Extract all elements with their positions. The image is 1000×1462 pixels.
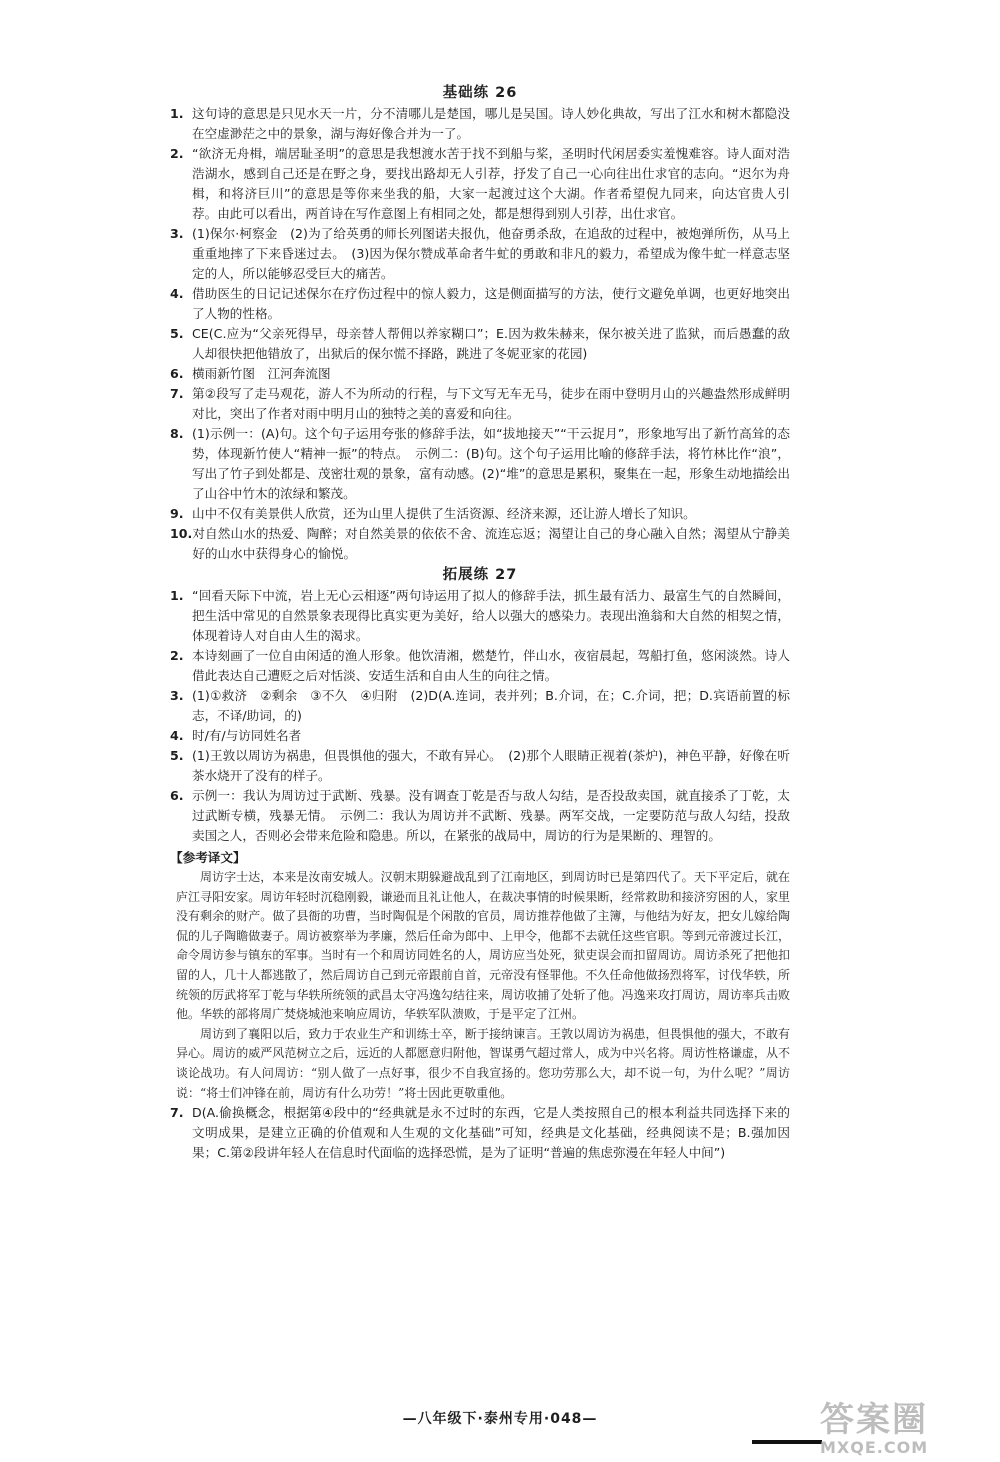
page-footer: —八年级下·泰州专用·048— <box>402 1411 598 1427</box>
section-title: 基础练 26 <box>442 85 518 101</box>
reference-paragraph: 周访字士达，本来是汝南安城人。汉朝末期躲避战乱到了江南地区，到周访时已是第四代了。天下平定后，就在庐江寻阳安家。周访年轻时沉稳刚毅，谦逊而且礼让他人，在裁决事情的时候果断，经常救助和接济穷困的人，家里没有剩余的财产。做了县衙的功曹，当时陶侃是个闲散的官员，周访推荐他做了主簿，与他结为好友，把女儿嫁给陶侃的儿子陶瞻做妻子。周访被察举为孝廉，然后任命为郎中、上甲令，他都不去就任这些官职。等到元帝渡过长江，命令周访参与镇东的军事。当时有一个和周访同姓名的人，周访应当处死，狱吏误会而扣留周访。周访杀死了把他扣留的人，几十人都逃散了，然后周访自己到元帝跟前自首，元帝没有怪罪他。不久任命他做扬烈将军，讨伐华轶，所统领的厉武将军丁乾与华轶所统领的武昌太守冯逸勾结往来，周访收捕了处斩了他。冯逸来攻打周访，周访率兵击败他。华轶的部将周广焚烧城池来响应周访，华轶军队溃败，于是平定了江州。 <box>176 870 790 1022</box>
list-item: 4. 时/有/与访同姓名者 <box>170 728 302 743</box>
list-item: 2. “欲济无舟楫，端居耻圣明”的意思是我想渡水苦于找不到船与桨，圣明时代闲居委实羞愧难容。诗人面对浩浩湖水，感到自己还是在野之身，要找出路却无人引荐，抒发了自己一心向往出仕求官的志向。“迟尔为舟楫，和将济巨川”的意思是等你来坐我的船，大家一起渡过这个大湖。作者希望倪九同来，向达官贵人引荐。由此可以看出，两首诗在写作意图上有相同之处，都是想得到别人引荐，出仕求官。 <box>170 146 790 221</box>
section-jichulian-26 <box>170 82 790 564</box>
list-item: 7. D(A.偷换概念，根据第④段中的“经典就是永不过时的东西，它是人类按照自己的根本利益共同选择下来的文明成果，是建立正确的价值观和人生观的文化基础”可知，经典是文化基础，经典阅读不是；B.强加因果；C.第②段讲年轻人在信息时代面临的选择恐慌，是为了证明“普遍的焦虑弥漫在年轻人中间”) <box>170 1105 790 1161</box>
list-item: 4. 借助医生的日记记述保尔在疗伤过程中的惊人毅力，这是侧面描写的方法，使行文避免单调，也更好地突出了人物的性格。 <box>170 286 790 321</box>
list-item: 7. 第②段写了走马观花，游人不为所动的行程，与下文写无车无马，徒步在雨中登明月山的兴趣盎然形成鲜明对比，突出了作者对雨中明月山的独特之美的喜爱和向往。 <box>170 386 790 421</box>
list-item: 2. 本诗刻画了一位自由闲适的渔人形象。他饮清湘，燃楚竹，伴山水，夜宿晨起，驾船打鱼，悠闲淡然。诗人借此表达自己遭贬之后对恬淡、安适生活和自由人生的向往之情。 <box>170 648 790 683</box>
list-item: 9. 山中不仅有美景供人欣赏，还为山里人提供了生活资源、经济来源，还让游人增长了知识。 <box>170 506 696 521</box>
watermark-mark: 答案圈 <box>820 1400 928 1440</box>
section-tuozhanlian-27 <box>170 564 790 1163</box>
reference-paragraph: 周访到了襄阳以后，致力于农业生产和训练士卒，断于接纳谏言。王敦以周访为祸患，但畏惧他的强大，不敢有异心。周访的威严风范树立之后，远近的人都愿意归附他，智谋勇气超过常人，成为中兴名将。周访性格谦虚，从不谈论战功。有人问周访：“别人做了一点好事，很少不自我宣扬的。您功劳那么大，却不说一句，为什么呢？”周访说：“将士们冲锋在前，周访有什么功劳！”将士因此更敬重他。 <box>176 1026 790 1100</box>
list-item: 10. 对自然山水的热爱、陶醉；对自然美景的依依不舍、流连忘返；渴望让自己的身心融入自然；渴望从宁静美好的山水中获得身心的愉悦。 <box>170 526 790 561</box>
footer-rule <box>752 1440 822 1444</box>
list-item: 3. (1)保尔·柯察金 (2)为了给英勇的师长列图诺夫报仇，他奋勇杀敌，在追敌的过程中，被炮弹所伤，从马上重重地摔了下来昏迷过去。 (3)因为保尔赞成革命者牛虻的勇敢和非凡的毅力，希望成为像牛虻一样意志坚定的人，所以能够忍受巨大的痛苦。 <box>170 226 790 281</box>
list-item: 6. 横雨新竹图 江河奔流图 <box>170 366 331 381</box>
watermark-logo <box>820 1400 992 1458</box>
reference-translation <box>170 848 790 1103</box>
reference-title: 【参考译文】 <box>170 850 246 865</box>
section-title: 拓展练 27 <box>442 567 518 583</box>
answer-page <box>170 82 790 1163</box>
list-item: 8. (1)示例一：(A)句。这个句子运用夸张的修辞手法，如“拔地接天”“干云捉月”，形象地写出了新竹高耸的态势，体现新竹使人“精神一振”的特点。 示例二：(B)句。这个句子运用比喻的修辞手法，将竹林比作“浪”，写出了竹子到处都是、茂密壮观的景象，富有动感。(2)“堆”的意思是累积，聚集在一起，形象生动地描绘出了山谷中竹木的浓绿和繁茂。 <box>170 426 790 501</box>
list-item: 1. 这句诗的意思是只见水天一片，分不清哪儿是楚国，哪儿是吴国。诗人妙化典故，写出了江水和树木都隐没在空虚渺茫之中的景象，湖与海好像合并为一了。 <box>170 106 790 141</box>
list-item: 6. 示例一：我认为周访过于武断、残暴。没有调查丁乾是否与敌人勾结，是否投敌卖国，就直接杀了丁乾，太过武断专横，残暴无情。 示例二：我认为周访并不武断、残暴。两军交战，一定要防范与敌人勾结，投敌卖国之人，否则必会带来危险和隐患。所以，在紧张的战局中，周访的行为是果断的、理智的。 <box>170 788 790 843</box>
list-item: 5. (1)王敦以周访为祸患，但畏惧他的强大，不敢有异心。 (2)那个人眼睛正视着(茶炉)，神色平静，好像在听茶水烧开了没有的样子。 <box>170 748 790 783</box>
watermark-site: MXQE.COM <box>820 1438 929 1457</box>
list-item: 5. CE(C.应为“父亲死得早，母亲替人帮佣以养家糊口”；E.因为救朱赫来，保尔被关进了监狱，而后愚蠢的敌人却很快把他错放了，出狱后的保尔慌不择路，跳进了冬妮亚家的花园) <box>170 326 790 361</box>
list-item: 3. (1)①救济 ②剩余 ③不久 ④归附 (2)D(A.连词，表并列；B.介词，在；C.介词，把；D.宾语前置的标志，不译/助词，的) <box>170 688 790 723</box>
list-item: 1. “回看天际下中流，岩上无心云相逐”两句诗运用了拟人的修辞手法，抓生最有活力、最富生气的自然瞬间，把生活中常见的自然景象表现得比真实更为美好，给人以强大的感染力。表现出渔翁和大自然的相契之情，体现着诗人对自由人生的渴求。 <box>170 588 790 643</box>
